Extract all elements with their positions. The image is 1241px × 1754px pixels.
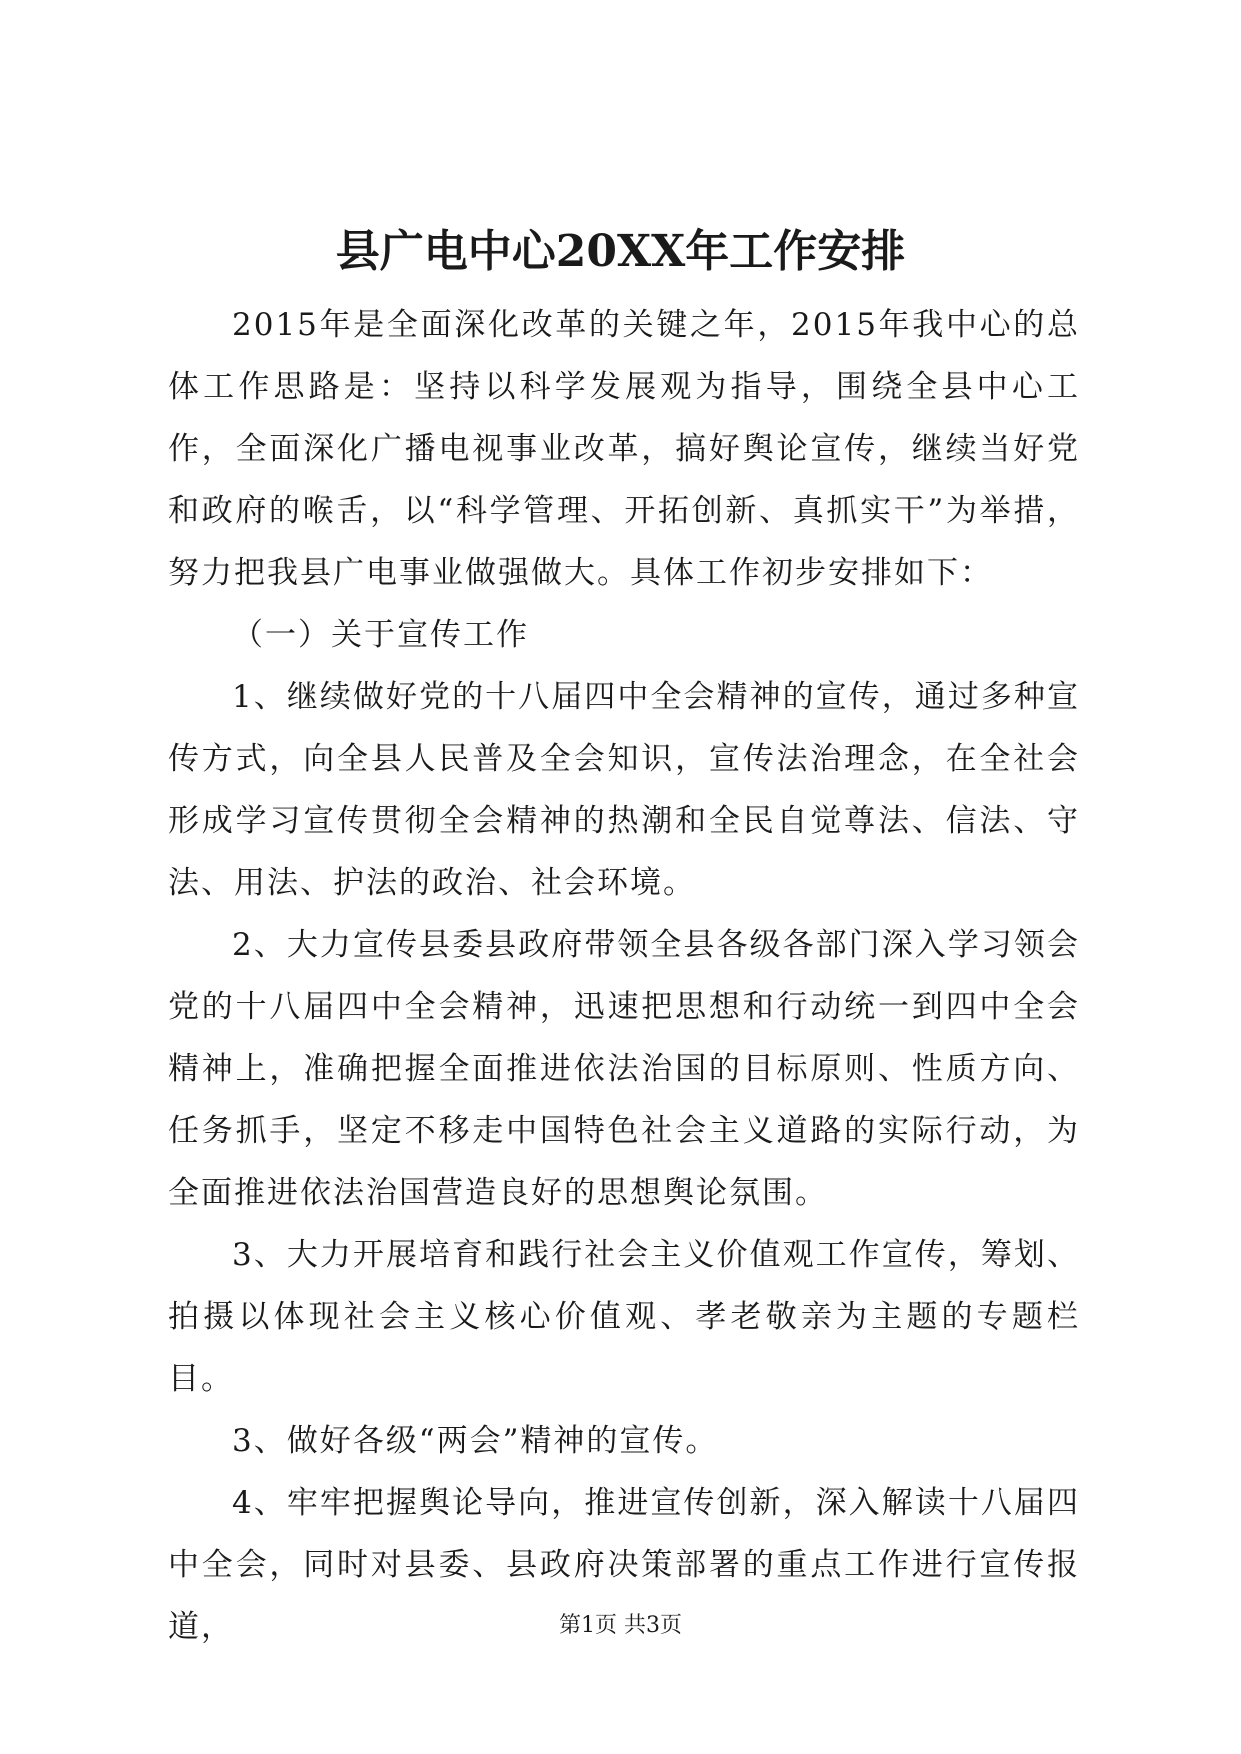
paragraph-item-3b: 3、做好各级“两会”精神的宣传。 — [232, 1423, 719, 1459]
section-heading-publicity: （一）关于宣传工作 — [232, 617, 529, 653]
document-title: 县广电中心20XX年工作安排 — [335, 226, 906, 277]
paragraph-item-4: 4、牢牢把握舆论导向，推进宣传创新，深入解读十八届四中全会，同时对县委、县政府决策部署的重点工作进行宣传报道， — [168, 1485, 1080, 1645]
paragraph-item-2: 2、大力宣传县委县政府带领全县各级各部门深入学习领会党的十八届四中全会精神，迅速把思想和行动统一到四中全会精神上，准确把握全面推进依法治国的目标原则、性质方向、任务抓手，坚定不移走中国特色社会主义道路的实际行动，为全面推进依法治国营造良好的思想舆论氛围。 — [168, 927, 1080, 1211]
paragraph-item-3a: 3、大力开展培育和践行社会主义价值观工作宣传，筹划、拍摄以体现社会主义核心价值观、孝老敬亲为主题的专题栏目。 — [168, 1237, 1080, 1397]
document-body — [168, 294, 1080, 1658]
paragraph-item-1: 1、继续做好党的十八届四中全会精神的宣传，通过多种宣传方式，向全县人民普及全会知识，宣传法治理念，在全社会形成学习宣传贯彻全会精神的热潮和全民自觉尊法、信法、守法、用法、护法的政治、社会环境。 — [168, 679, 1080, 901]
paragraph-intro: 2015年是全面深化改革的关键之年，2015年我中心的总体工作思路是：坚持以科学发展观为指导，围绕全县中心工作，全面深化广播电视事业改革，搞好舆论宣传，继续当好党和政府的喉舌，以“科学管理、开拓创新、真抓实干”为举措，努力把我县广电事业做强做大。具体工作初步安排如下： — [168, 307, 1080, 591]
page-footer: 第1页 共3页 — [559, 1613, 682, 1638]
